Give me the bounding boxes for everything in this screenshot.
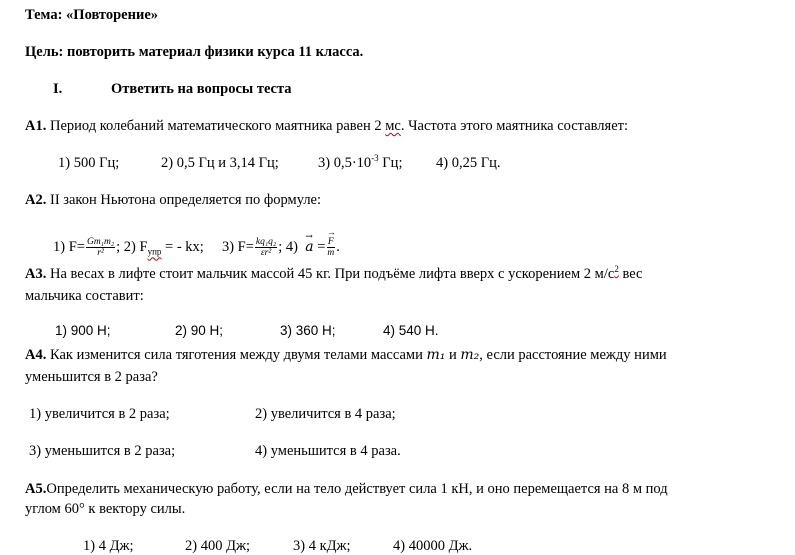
newton-formula-fraction: → $\frac{F}{m}$ [326,237,335,258]
section-numeral: I. [53,81,63,97]
goal-line: Цель: повторить материал физики курса 11 класса. [25,44,364,60]
a5-option-3: 3) 4 кДж; [293,538,351,554]
coulomb-formula-fraction: $\frac{\text{kq₁q₂}}{\text{εr²}}$ [255,237,277,258]
question-a5-line2: углом 60° к вектору силы. [25,501,186,517]
a4-option-1: 1) увеличится в 2 раза; [29,406,170,422]
a5-option-2: 2) 400 Дж; [185,538,251,554]
a3-option-3: 3) 360 Н; [280,323,336,338]
question-label: А2. [25,192,47,208]
question-a3-line2: мальчика составит: [25,288,144,304]
question-a3: А3. На весах в лифте стоит мальчик массой 45 кг. При подъёме лифта вверх с ускорением 2 $м/с^2$ вес [25,264,643,282]
a4-option-3: 3) уменьшится в 2 раза; [29,443,176,459]
question-label: А4. [25,347,47,363]
question-label: А3. [25,266,47,282]
a1-option-2: 2) 0,5 Гц и 3,14 Гц; [161,155,279,171]
a4-option-4: 4) уменьшится в 4 раза. [255,443,401,459]
acceleration-vector: → a [305,238,313,256]
question-a2: А2. II закон Ньютона определяется по формуле: [25,192,322,208]
a5-option-1: 1) 4 Дж; [83,538,134,554]
question-a4: А4. Как изменится сила тяготения между двумя телами массами m₁ и m₂, если расстояние между ними [25,347,667,363]
a3-option-1: 1) 900 Н; [55,323,111,338]
a2-options: 1) F= $\frac{\text{Gm₁m₂}}{\text{r²}}$ ; 2) $F_{упр}$ = - kx; 3) F= $\frac{\text{kq₁q₂}}{\text{εr²}}$ ; 4) → a = → $\frac{F}{m}$ . [53,237,340,258]
a1-option-1: 1) 500 Гц; [58,155,120,171]
section-title: Ответить на вопросы теста [111,81,292,97]
question-label: А1. [25,118,47,134]
a3-option-4: 4) 540 Н. [383,323,439,338]
a5-option-4: 4) 40000 Дж. [393,538,473,554]
a4-option-2: 2) увеличится в 4 раза; [255,406,396,422]
a3-option-2: 2) 90 Н; [175,323,224,338]
question-a1: А1. Период колебаний математического маятника равен 2 мс. Частота этого маятника составляет: [25,118,628,134]
gravity-formula-fraction: $\frac{\text{Gm₁m₂}}{\text{r²}}$ [86,237,115,258]
question-label: А5. [25,481,47,497]
a1-option-3: 3) $0,5\cdot 10^{-3}$ Гц; [318,153,403,171]
question-a5: А5.Определить механическую работу, если на тело действует сила 1 кН, и оно перемещается на 8 м под [25,481,668,497]
topic-title: Тема: «Повторение» [25,7,158,23]
a1-option-4: 4) 0,25 Гц. [436,155,501,171]
question-a4-line2: уменьшится в 2 раза? [25,369,158,385]
